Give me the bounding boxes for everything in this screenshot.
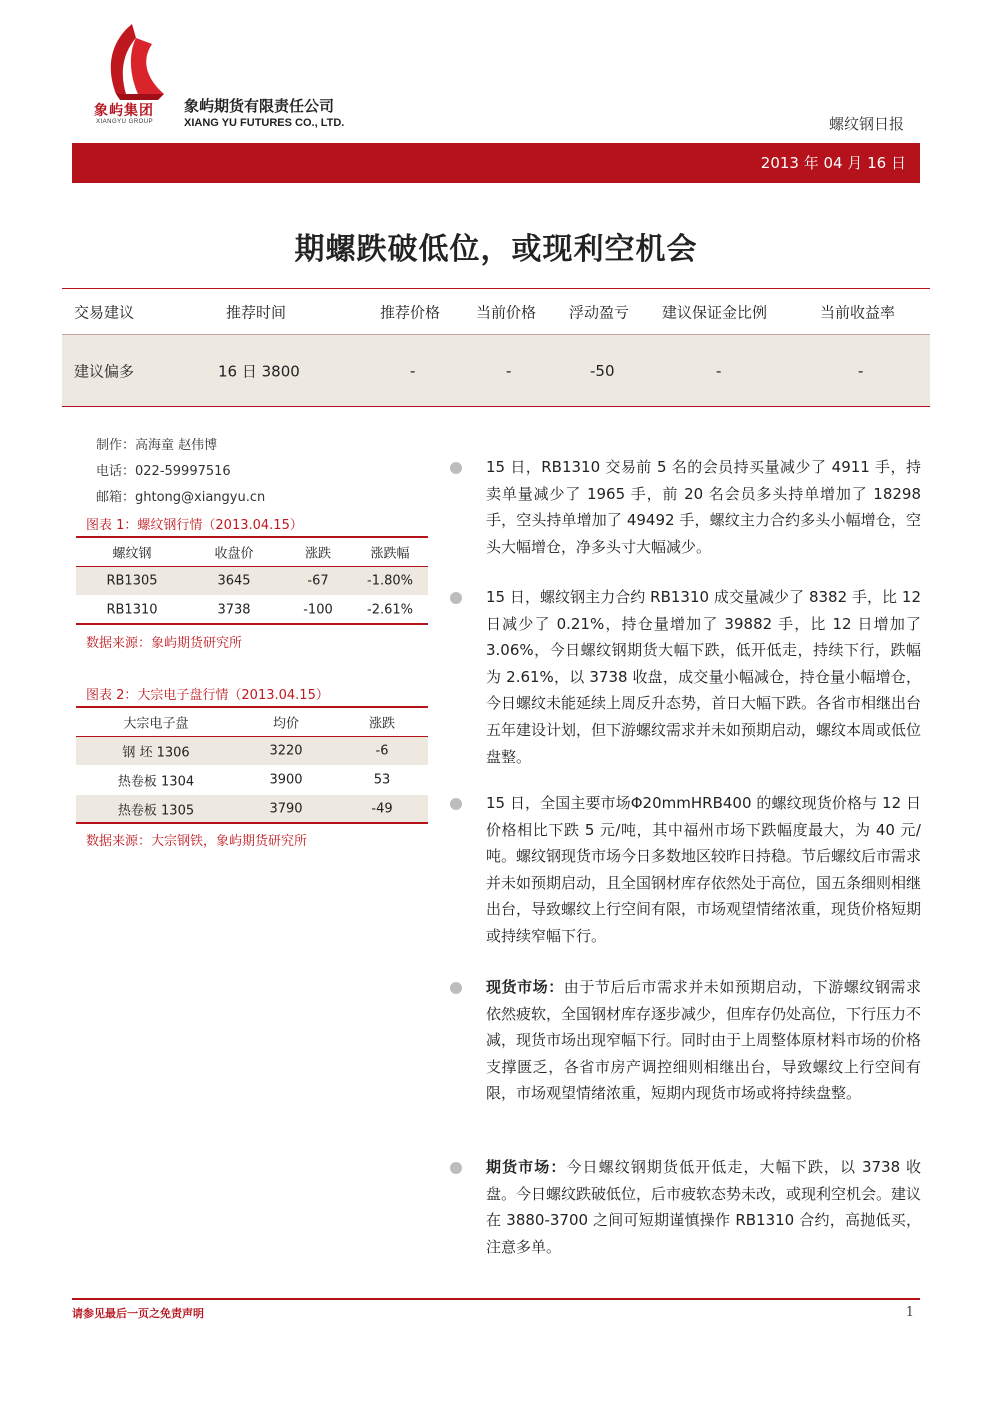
table-cell: RB1305	[106, 573, 158, 589]
page-title: 期螺跌破低位，或现利空机会	[294, 232, 698, 267]
header-cell: 涨跌	[304, 546, 332, 562]
table-cell: -6	[375, 743, 389, 759]
table-cell: -	[716, 361, 722, 380]
logo-chinese-name: 象屿集团	[94, 103, 154, 119]
paragraph-text: 今日螺纹钢期货低开低走，大幅下跌，以 3738 收盘。今日螺纹跌破低位，后市疲软态势未改，或现利空机会。建议在 3880-3700 之间可短期谨慎操作 RB1310 合约，高抛低买，注意多单。	[486, 1158, 922, 1256]
table-cell: -50	[590, 361, 615, 380]
table2-title: 图表 2：大宗电子盘行情（2013.04.15）	[86, 688, 329, 703]
header-cell: 收盘价	[214, 546, 254, 562]
table-cell: -2.61%	[367, 602, 413, 617]
futures-market-paragraph	[486, 1154, 921, 1260]
table-cell: 热卷板 1304	[117, 774, 195, 790]
disclaimer-note: 请参见最后一页之免责声明	[72, 1307, 204, 1320]
header-cell: 均价	[272, 716, 300, 732]
header-cell: 建议保证金比例	[662, 303, 768, 321]
analysis-paragraph	[486, 584, 921, 770]
table-cell: -100	[303, 602, 333, 617]
table-row	[76, 795, 428, 824]
table-row	[76, 737, 428, 766]
header-cell: 交易建议	[74, 303, 135, 321]
email-line: 邮箱：ghtong@xiangyu.cn	[96, 490, 266, 505]
table-cell: -	[506, 361, 512, 380]
table-cell: -67	[307, 573, 329, 589]
table-cell: 3790	[269, 801, 303, 816]
table1	[76, 536, 428, 625]
header-cell: 当前收益率	[820, 303, 896, 321]
table-cell: 钢 坯 1306	[122, 745, 190, 761]
header-cell: 推荐价格	[380, 303, 441, 321]
report-date: 2013 年 04 月 16 日	[760, 154, 906, 172]
table2-header	[76, 706, 428, 737]
table1-header	[76, 536, 428, 567]
bullet-icon	[450, 462, 462, 474]
header-cell: 推荐时间	[226, 303, 287, 321]
table-cell: RB1310	[106, 602, 158, 617]
bullet-icon	[450, 798, 462, 810]
table-cell: 建议偏多	[74, 362, 135, 380]
table-cell: 16 日 3800	[218, 362, 300, 380]
analysis-paragraph	[486, 454, 921, 560]
paragraph-text: 15 日，螺纹钢主力合约 RB1310 成交量减少了 8382 手，比 12 日减少了 0.21%，持仓量增加了 39882 手，比 12 日增加了 3.06%，今日螺纹钢期货大幅下跌，低开低走，持续下行，跌幅为 2.61%，以 3738 收盘，成交量小幅减仓，持仓量小幅增仓，今日螺纹未能延续上周反升态势，首日大幅下跌。各省市相继出台五年建设计划，但下游螺纹需求并未如预期启动，螺纹本周或低位盘整。	[486, 588, 922, 766]
page-number: 1	[905, 1305, 914, 1320]
paragraph-lead: 现货市场：	[486, 978, 564, 996]
table-cell: 53	[373, 772, 391, 788]
bullet-icon	[450, 592, 462, 604]
company-name-cn: 象屿期货有限责任公司	[184, 97, 335, 115]
table-cell: 热卷板 1305	[117, 803, 195, 818]
paragraph-text: 由于节后后市需求并未如预期启动，下游螺纹钢需求依然疲软，全国钢材库存逐步减少，但库存仍处高位，下行压力不减，现货市场出现窄幅下行。同时由于上周整体原材料市场的价格支撑匮乏，各省市房产调控细则相继出台，导致螺纹上行空间有限，市场观望情绪浓重，短期内现货市场或将持续盘整。	[486, 978, 922, 1103]
table-row	[76, 596, 428, 625]
table2-source: 数据来源：大宗钢铁，象屿期货研究所	[86, 834, 308, 849]
recommendation-header	[62, 289, 930, 335]
header-cell: 涨跌幅	[370, 546, 410, 562]
report-type: 螺纹钢日报	[828, 115, 904, 133]
bullet-icon	[450, 1162, 462, 1174]
logo-english-name: XIANGYU GROUP	[96, 119, 154, 125]
table-cell: 3220	[269, 743, 303, 759]
header-cell: 螺纹钢	[112, 546, 152, 562]
phone-line: 电话：022-59997516	[96, 464, 231, 479]
table-cell: 3900	[269, 772, 303, 788]
company-name-en: XIANG YU FUTURES CO., LTD.	[184, 117, 345, 129]
paragraph-text: 15 日，全国主要市场Φ20mmHRB400 的螺纹现货价格与 12 日价格相比下跌 5 元/吨，其中福州市场下跌幅度最大，为 40 元/吨。螺纹钢现货市场今日多数地区较昨日持稳。节后螺纹后市需求并未如预期启动，且全国钢材库存依然处于高位，国五条细则相继出台，导致螺纹上行空间有限，市场观望情绪浓重，现货价格短期或持续窄幅下行。	[486, 794, 922, 945]
recommendation-row	[62, 335, 930, 407]
table-cell: -49	[371, 801, 393, 816]
bullet-icon	[450, 982, 462, 994]
analysis-paragraph	[486, 790, 921, 950]
author-line: 制作：高海童 赵伟博	[96, 438, 218, 453]
table2	[76, 706, 428, 824]
table-cell: -	[858, 361, 864, 380]
paragraph-lead: 期货市场：	[486, 1158, 567, 1176]
header-cell: 涨跌	[368, 716, 396, 732]
table-row	[76, 567, 428, 596]
header-cell: 大宗电子盘	[123, 716, 189, 732]
table-cell: 3645	[217, 573, 251, 589]
table1-source: 数据来源：象屿期货研究所	[86, 636, 243, 651]
spot-market-paragraph	[486, 974, 921, 1107]
table1-title: 图表 1：螺纹钢行情（2013.04.15）	[86, 518, 303, 533]
footer-divider	[72, 1298, 920, 1300]
table-row	[76, 766, 428, 795]
header-cell: 浮动盈亏	[569, 303, 630, 321]
recommendation-table	[62, 288, 930, 407]
table-cell: -1.80%	[367, 573, 413, 589]
table-cell: -	[410, 361, 416, 380]
header-cell: 当前价格	[476, 303, 537, 321]
paragraph-text: 15 日，RB1310 交易前 5 名的会员持买量减少了 4911 手，持卖单量减少了 1965 手，前 20 名会员多头持单增加了 18298 手，空头持单增加了 49492 手，螺纹主力合约多头小幅增仓，空头大幅增仓，净多头寸大幅减少。	[486, 458, 921, 556]
table-cell: 3738	[217, 602, 251, 617]
